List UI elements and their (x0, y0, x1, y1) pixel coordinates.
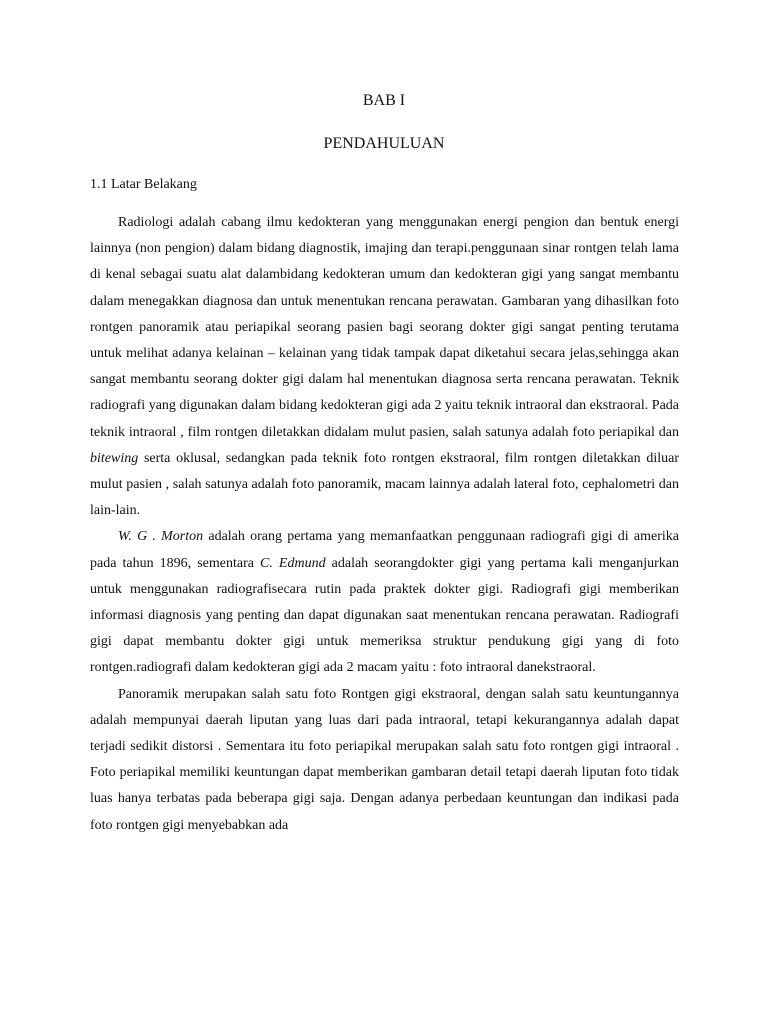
italic-text: C. Edmund (260, 555, 326, 571)
paragraph-2 (90, 524, 679, 681)
chapter-title: PENDAHULUAN (323, 135, 445, 152)
italic-text: bitewing (90, 450, 139, 466)
paragraph-1 (90, 210, 679, 524)
text-run: adalah orang pertama yang memanfaatkan penggunaan radiografi gigi di amerika pada tahun 1896, sementara (90, 529, 679, 571)
chapter-heading: BAB I (362, 92, 406, 109)
text-run: Radiologi adalah cabang ilmu kedokteran yang menggunakan energi pengion dan bentuk energi lainnya (non pengion) dalam bidang diagnostik, imajing dan terapi.penggunaan sinar rontgen telah lama di kenal sebagai suatu alat dalambidang kedokteran umum dan kedokteran gigi yang sangat membantu dalam menegakkan diagnosa dan untuk menentukan rencana perawatan. Gambaran yang dihasilkan foto rontgen panoramik atau periapikal seorang pasien bagi seorang dokter gigi sangat penting terutama untuk melihat adanya kelainan – kelainan yang tidak tampak dapat diketahui secara jelas,sehingga akan sangat membantu seorang dokter gigi dalam hal menentukan diagnosa serta rencana perawatan. Teknik radiografi yang digunakan dalam bidang kedokteran gigi ada 2 yaitu teknik intraoral dan ekstraoral. Pada teknik intraoral , film rontgen diletakkan didalam mulut pasien, salah satunya adalah foto periapikal dan (90, 215, 679, 440)
paragraph-3 (90, 682, 679, 839)
body-text (90, 210, 679, 839)
italic-text: W. G . Morton (118, 529, 204, 545)
text-run: Panoramik merupakan salah satu foto Rontgen gigi ekstraoral, dengan salah satu keuntungannya adalah mempunyai daerah liputan yang luas dari pada intraoral, tetapi kekurangannya adalah dapat terjadi sedikit distorsi . Sementara itu foto periapikal merupakan salah satu foto rontgen gigi intraoral . Foto periapikal memiliki keuntungan dapat memberikan gambaran detail tetapi daerah liputan foto tidak luas hanya terbatas pada beberapa gigi saja. Dengan adanya perbedaan keuntungan dan indikasi pada foto rontgen gigi menyebabkan ada (90, 686, 679, 833)
text-run: adalah seorangdokter gigi yang pertama kali menganjurkan untuk menggunakan radiografisecara rutin pada praktek dokter gigi. Radiografi gigi memberikan informasi diagnosis yang penting dan dapat digunakan saat menentukan rencana perawatan. Radiografi gigi dapat membantu dokter gigi untuk memeriksa struktur pendukung gigi yang di foto rontgen.radiografi dalam kedokteran gigi ada 2 macam yaitu : foto intraoral danekstraoral. (90, 555, 680, 676)
section-heading: 1.1 Latar Belakang (90, 177, 197, 192)
text-run: serta oklusal, sedangkan pada teknik foto rontgen ekstraoral, film rontgen diletakkan diluar mulut pasien , salah satunya adalah foto panoramik, macam lainnya adalah lateral foto, cephalometri dan lain-lain. (90, 450, 679, 519)
